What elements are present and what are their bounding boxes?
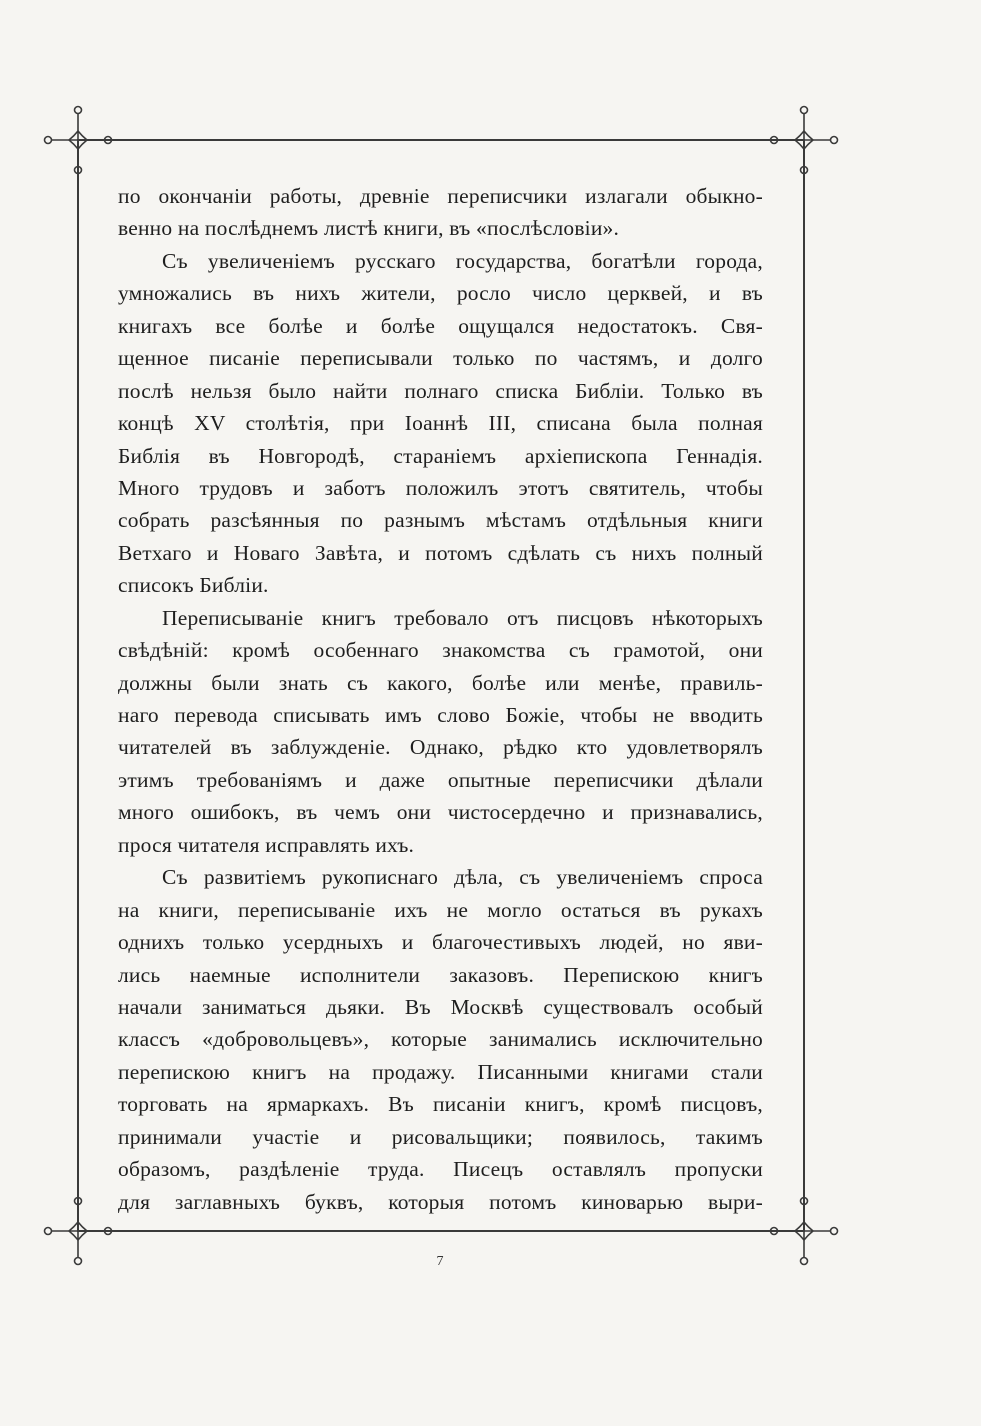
text-line: классъ «добровольцевъ», которые занимались исключительно bbox=[118, 1027, 763, 1052]
text-line: венно на послѣднемъ листѣ книги, въ «послѣсловіи». bbox=[118, 216, 620, 241]
text-line: щенное писаніе переписывали только по частямъ, и долго bbox=[118, 346, 763, 371]
text-line: прося читателя исправлять ихъ. bbox=[118, 832, 415, 857]
frame-right-rule bbox=[803, 139, 805, 1232]
text-line: концѣ XV столѣтія, при Іоаннѣ III, списана была полная bbox=[118, 411, 763, 436]
text-line: Переписываніе книгъ требовало отъ писцовъ нѣкоторыхъ bbox=[162, 605, 763, 630]
text-line: списокъ Библіи. bbox=[118, 573, 269, 598]
text-line: должны были знать съ какого, болѣе или менѣе, правиль- bbox=[118, 670, 763, 695]
corner-ornament-icon bbox=[43, 105, 113, 175]
text-line: однихъ только усердныхъ и благочестивыхъ людей, но яви- bbox=[118, 930, 763, 955]
text-line: собрать разсѣянныя по разнымъ мѣстамъ отдѣльныя книги bbox=[118, 508, 763, 533]
text-line: торговать на ярмаркахъ. Въ писаніи книгъ, кромѣ писцовъ, bbox=[118, 1092, 763, 1117]
text-line: образомъ, раздѣленіе труда. Писецъ оставлялъ пропуски bbox=[118, 1157, 763, 1182]
text-line: много ошибокъ, въ чемъ они чистосердечно и признавались, bbox=[118, 800, 763, 825]
text-line: Съ развитіемъ рукописнаго дѣла, съ увеличеніемъ спроса bbox=[162, 865, 763, 890]
page-number: 7 bbox=[436, 1254, 444, 1269]
text-line: этимъ требованіямъ и даже опытные переписчики дѣлали bbox=[118, 767, 763, 792]
frame-bottom-rule bbox=[78, 1230, 804, 1232]
text-line: начали заниматься дьяки. Въ Москвѣ существовалъ особый bbox=[118, 994, 763, 1019]
body-text bbox=[118, 180, 763, 1218]
text-line: свѣдѣній: кромѣ особеннаго знакомства съ грамотой, они bbox=[118, 638, 763, 663]
text-line: читателей въ заблужденіе. Однако, рѣдко кто удовлетворялъ bbox=[118, 735, 763, 760]
text-line: на книги, переписываніе ихъ не могло остаться въ рукахъ bbox=[118, 897, 763, 922]
corner-ornament-icon bbox=[43, 1196, 113, 1266]
text-line: наго перевода списывать имъ слово Божіе, чтобы не вводить bbox=[118, 703, 763, 727]
text-line: книгахъ все болѣе и болѣе ощущался недостатокъ. Свя- bbox=[118, 313, 763, 338]
corner-ornament-icon bbox=[769, 105, 839, 175]
text-line: Съ увеличеніемъ русскаго государства, богатѣли города, bbox=[162, 248, 763, 273]
text-line: Много трудовъ и заботъ положилъ этотъ святитель, чтобы bbox=[118, 475, 763, 500]
frame-left-rule bbox=[77, 139, 79, 1232]
text-line: перепискою книгъ на продажу. Писанными книгами стали bbox=[118, 1059, 763, 1084]
text-line: Ветхаго и Новаго Завѣта, и потомъ сдѣлать съ нихъ полный bbox=[118, 540, 763, 565]
text-line: принимали участіе и рисовальщики; появилось, такимъ bbox=[118, 1124, 763, 1149]
text-line: умножались въ нихъ жители, росло число церквей, и въ bbox=[118, 281, 763, 306]
text-line: по окончаніи работы, древніе переписчики излагали обыкно- bbox=[118, 184, 763, 208]
frame-top-rule bbox=[78, 139, 804, 141]
text-line: для заглавныхъ буквъ, которыя потомъ киноварью выри- bbox=[118, 1189, 763, 1214]
text-line: лись наемные исполнители заказовъ. Перепискою книгъ bbox=[118, 962, 763, 987]
corner-ornament-icon bbox=[769, 1196, 839, 1266]
text-line: Библія въ Новгородѣ, стараніемъ архіепископа Геннадія. bbox=[118, 443, 763, 468]
text-line: послѣ нельзя было найти полнаго списка Библіи. Только въ bbox=[118, 378, 763, 403]
